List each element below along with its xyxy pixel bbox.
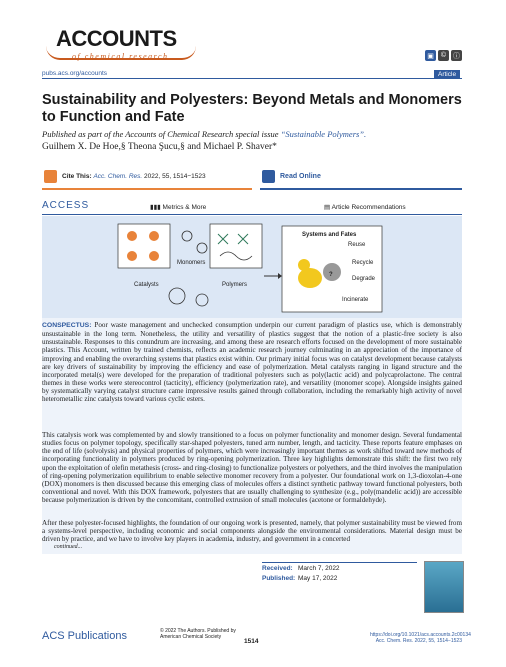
acs-open-icon: ▣ — [425, 50, 436, 61]
rubber-duck-head — [298, 259, 310, 271]
dates-divider — [262, 562, 417, 563]
journal-logo-subtitle: of chemical research — [72, 52, 169, 61]
cyclic-polymer-1 — [169, 288, 185, 304]
monomer-ring-2 — [197, 243, 207, 253]
received-label: Received: — [262, 565, 293, 572]
page-number: 1514 — [244, 638, 259, 645]
authors-line: Guilhem X. De Hoe,§ Theona Şucu,§ and Michael P. Shaver* — [42, 142, 277, 152]
incinerate-label: Incinerate — [342, 297, 369, 303]
conspectus-heading: CONSPECTUS: — [42, 322, 92, 329]
document-icon: ▤ — [324, 204, 331, 211]
article-type-badge: Article — [434, 70, 460, 79]
recommendations-button[interactable] — [324, 203, 406, 211]
catalyst-structure-1 — [127, 231, 137, 241]
question-mark: ? — [329, 272, 333, 278]
reuse-label: Reuse — [348, 242, 366, 248]
published-label: Published: — [262, 575, 296, 582]
access-label: ACCESS — [42, 200, 90, 211]
conspectus-text-1: Poor waste management and unchecked consumption underpin our current paradigm of plastics use, which is demonstrably unsustainable in the long term. Nonetheless, the utility and versatility of plastics suggest that the notion of a plastic-free society is also unsustainable. Responses to this conundrum are increasing, and among these are research efforts focused on the development of more sustainable plastics. This Account, written by trained chemists, reflects an academic research journey culminating in an appreciation of the importance of improving and enabling the overarching systems that plastics exist within. Our primary initial focus was on catalyst development because catalysts are key drivers of sustainability by improving the efficiency and ease of polymerization. Metal catalysts ranging in ligand structure and the incorporated metal(s) were developed for the preparation of traditional polyesters such as poly(lactic acid) and polycaprolactone. The central themes in these works were stereocontrol (tacticity), efficiency (polymerization rate), and versatility (monomer scope). Alongside insights gained by systematically varying catalyst structure came impressive results gained through collaboration, including the remarkably high activity of novel heterometallic zinc catalysts toward various cyclic esters. — [42, 321, 462, 404]
metrics-button[interactable] — [150, 203, 206, 211]
open-access-badges — [425, 50, 462, 61]
acs-publications-logo: ACS Publications — [42, 630, 127, 642]
article-title: Sustainability and Polyesters: Beyond Metals and Monomers to Function and Fate — [42, 92, 462, 125]
polymers-box — [210, 224, 262, 268]
footer-citation-text: Acc. Chem. Res. 2022, 55, 1514−1523 — [375, 638, 462, 644]
dates-block — [262, 564, 340, 584]
catalyst-structure-3 — [127, 251, 137, 261]
special-issue-link[interactable]: “Sustainable Polymers”. — [280, 129, 367, 139]
cc-icon: © — [438, 50, 449, 61]
continued-note: continued... — [54, 544, 83, 550]
header-divider — [42, 78, 462, 79]
catalyst-structure-4 — [149, 251, 159, 261]
catalysts-box — [118, 224, 170, 268]
copyright-line-1: © 2022 The Authors. Published by — [160, 628, 236, 634]
cyclic-polymer-2 — [196, 294, 208, 306]
doi-link[interactable]: https://doi.org/10.1021/acs.accounts.2c00134 — [370, 632, 471, 638]
read-online-button[interactable]: Read Online — [280, 173, 321, 180]
cite-this-text — [62, 173, 206, 180]
published-date: May 17, 2022 — [298, 575, 338, 582]
polymers-label: Polymers — [222, 282, 248, 288]
rubber-duck-icon — [298, 268, 322, 288]
conspectus-paragraph-3: After these polyester-focused highlights, the foundation of our ongoing work is presented, namely, that polymer sustainability must be viewed from a systems-level perspective, including economic and social components alongside the environmental considerations. Material design must be driven by practice, and we have to involve key players in academia, industry, and government in a concerted — [42, 519, 462, 544]
subtitle-prefix: Published as part of the Accounts of Chemical Research special issue — [42, 129, 279, 139]
monomers-label: Monomers — [177, 260, 206, 266]
received-date: March 7, 2022 — [298, 565, 340, 572]
bar-chart-icon: ▮▮▮ — [150, 204, 161, 211]
quote-icon — [44, 170, 57, 183]
journal-logo: ACCOUNTS — [56, 26, 177, 51]
journal-url-link[interactable]: pubs.acs.org/accounts — [42, 70, 108, 77]
read-online-icon — [262, 170, 275, 183]
catalyst-structure-2 — [149, 231, 159, 241]
journal-cover-thumbnail[interactable] — [424, 561, 464, 613]
toc-graphic-svg — [42, 216, 462, 318]
conspectus-paragraph-1 — [42, 321, 462, 404]
cite-detail: 2022, 55, 1514−1523 — [144, 173, 206, 180]
article-subtitle — [42, 129, 366, 139]
copyright-notice — [160, 628, 236, 640]
toc-graphic — [42, 216, 462, 318]
footer-citation — [370, 632, 471, 644]
metrics-label: Metrics & More — [162, 204, 207, 211]
systems-label: Systems and Fates — [302, 232, 357, 238]
cite-journal-link[interactable]: Acc. Chem. Res. — [93, 173, 143, 180]
recycle-label: Recycle — [352, 260, 374, 266]
catalysts-label: Catalysts — [134, 282, 159, 288]
degrade-label: Degrade — [352, 276, 376, 282]
copyright-line-2: American Chemical Society — [160, 634, 222, 640]
conspectus-paragraph-2: This catalysis work was complemented by and slowly transitioned to a focus on polymer functionality and monomer design. Several fundamental studies focus on polymer topology, specifically star-shaped polyesters, tuned arm number, length, and tacticity. These reports feature emphases on the end of life (solvolysis) and physical properties of polymers, which were increasingly important themes as work shifted toward new methods of incorporating functionality in polymers produced by ring-opening polymerization. Three key highlights demonstrate this shift: the first two rely upon the exploitation of olefin metathesis (cross- and ring-closing) to functionalize polyesters or polyethers, and the third involves the manipulation of ring-opening polymerization equilibrium to enable selective monomer recovery from a polyester. Our foundational work on 1,3-dioxolan-4-one (DOX) monomers is then discussed because this emerging class of molecules offers a distinct synthetic pathway toward functional polyesters, both conventional and novel. With this DOX framework, polyesters that are usually challenging to synthesize (e.g., poly(mandelic acid)) are accessible because polymerization is driven by the concomitant, controlled extrusion of small molecules (acetone or formaldehyde). — [42, 431, 463, 505]
recs-label: Article Recommendations — [331, 204, 406, 211]
monomer-ring-1 — [182, 231, 192, 241]
flow-arrow-head — [278, 273, 282, 279]
cite-label: Cite This: — [62, 173, 92, 180]
info-icon: ⓘ — [451, 50, 462, 61]
